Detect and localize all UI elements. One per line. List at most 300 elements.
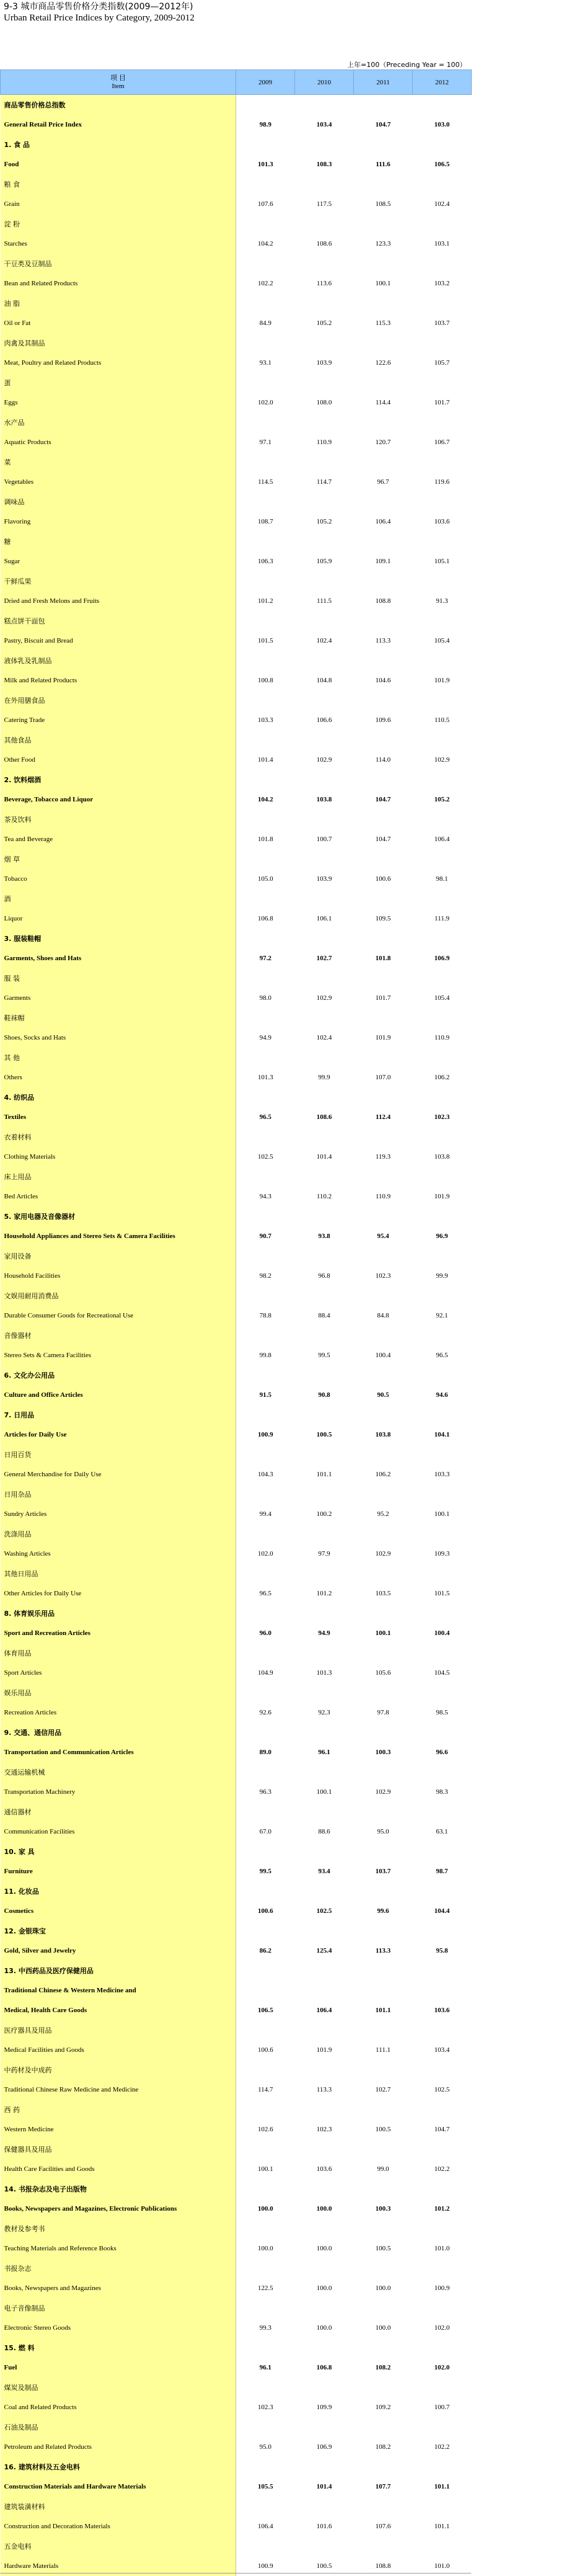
table-row [1, 1306, 472, 1326]
table-row [1, 1723, 472, 1742]
index-value-cell: 96.3 [259, 1788, 271, 1796]
row-label: 通信器材 [1, 1802, 236, 1822]
index-value-cell: 103.0 [434, 120, 450, 128]
index-value-cell: 88.6 [318, 1827, 330, 1835]
index-value-cell [354, 1484, 413, 1504]
table-row [1, 2477, 472, 2497]
index-value-cell: 93.4 [318, 1867, 330, 1875]
index-value-cell: 108.6 [316, 1113, 332, 1121]
row-label: 5. 家用电器及音像器材 [1, 1206, 236, 1226]
index-value-cell [354, 412, 413, 432]
index-value-cell [413, 2100, 472, 2119]
index-value-cell: 86.2 [259, 1946, 271, 1954]
index-value-cell: 92.6 [259, 1708, 271, 1716]
index-value-cell [295, 611, 354, 631]
index-value-cell: 99.8 [259, 1351, 271, 1359]
row-label: Flavoring [1, 512, 236, 532]
index-value-cell: 98.5 [436, 1708, 448, 1716]
index-value-cell: 108.2 [375, 2443, 391, 2451]
index-value-cell [413, 1048, 472, 1067]
table-row [1, 1683, 472, 1703]
index-value-cell [413, 333, 472, 353]
table-row [1, 2437, 472, 2457]
index-value-cell: 100.0 [375, 2324, 391, 2332]
index-value-cell: 113.6 [316, 279, 332, 287]
index-value-cell [236, 1326, 295, 1345]
index-value-cell: 111.9 [435, 914, 449, 922]
index-value-cell [295, 174, 354, 194]
row-label: 建筑装潢材料 [1, 2497, 236, 2516]
index-value-cell: 98.7 [436, 1867, 448, 1875]
index-value-cell: 108.6 [316, 239, 332, 247]
row-label: 15. 燃 料 [1, 2338, 236, 2358]
row-label: 交通运输机械 [1, 1762, 236, 1782]
row-label: Textiles [1, 1107, 236, 1127]
index-value-cell [413, 2536, 472, 2556]
table-row [1, 671, 472, 690]
index-value-cell: 107.0 [375, 1073, 391, 1081]
table-row [1, 1802, 472, 1822]
table-row [1, 2060, 472, 2080]
index-value-cell [295, 2020, 354, 2040]
index-value-cell [236, 690, 295, 710]
index-value-cell [413, 770, 472, 790]
unit-note: 上年=100（Preceding Year = 100） [347, 61, 467, 69]
table-row [1, 1464, 472, 1484]
table-row [1, 1365, 472, 1385]
table-row [1, 690, 472, 710]
item-header-en: Item [112, 82, 125, 90]
index-value-cell: 100.1 [434, 1510, 450, 1518]
index-value-cell [413, 1326, 472, 1345]
index-value-cell [295, 1603, 354, 1623]
row-label: 调味品 [1, 492, 236, 512]
index-value-cell [295, 1564, 354, 1584]
row-label: Catering Trade [1, 710, 236, 730]
row-label: Beverage, Tobacco and Liquor [1, 790, 236, 809]
row-label: 蛋 [1, 373, 236, 393]
row-label: Construction and Decoration Materials [1, 2516, 236, 2536]
row-label: Medical Facilities and Goods [1, 2040, 236, 2060]
index-value-cell [295, 2258, 354, 2278]
row-label: 油 脂 [1, 293, 236, 313]
table-row [1, 412, 472, 432]
index-value-cell: 105.5 [257, 2482, 273, 2490]
index-value-cell [354, 452, 413, 472]
index-value-cell: 113.3 [375, 1946, 391, 1954]
index-value-cell: 101.6 [316, 2522, 332, 2530]
index-value-cell [236, 333, 295, 353]
table-row [1, 889, 472, 909]
index-value-cell [236, 1524, 295, 1544]
index-value-cell [354, 174, 413, 194]
table-row [1, 869, 472, 889]
row-label: 保健器具及用品 [1, 2139, 236, 2159]
row-label: Sport and Recreation Articles [1, 1623, 236, 1643]
index-value-cell: 98.3 [436, 1788, 448, 1796]
index-value-cell [295, 1365, 354, 1385]
index-value-cell [413, 1286, 472, 1306]
table-row [1, 194, 472, 214]
index-value-cell: 100.0 [316, 2244, 332, 2252]
index-value-cell [413, 532, 472, 551]
index-value-cell [236, 1881, 295, 1901]
index-value-cell: 101.2 [316, 1589, 332, 1597]
index-value-cell [295, 1048, 354, 1067]
row-label: Vegetables [1, 472, 236, 492]
row-label: General Retail Price Index [1, 115, 236, 135]
index-value-cell [354, 1445, 413, 1464]
index-value-cell: 96.0 [259, 1629, 271, 1637]
index-value-cell [354, 2338, 413, 2358]
index-value-cell: 109.6 [375, 716, 391, 724]
index-value-cell: 100.4 [375, 1351, 391, 1359]
index-value-cell [295, 452, 354, 472]
index-value-cell [413, 2179, 472, 2199]
index-value-cell: 100.8 [257, 676, 273, 684]
index-value-cell: 108.7 [257, 517, 273, 525]
item-column-header [1, 70, 236, 95]
index-value-cell [354, 651, 413, 671]
index-value-cell: 111.1 [376, 2046, 391, 2054]
table-row [1, 1842, 472, 1861]
index-value-cell: 104.9 [257, 1669, 273, 1677]
table-row [1, 1425, 472, 1445]
table-row [1, 2080, 472, 2100]
year-header-2012: 2012 [413, 70, 472, 95]
index-value-cell: 103.6 [316, 2165, 332, 2173]
index-value-cell [413, 611, 472, 631]
row-label: Construction Materials and Hardware Materials [1, 2477, 236, 2497]
index-value-cell [354, 770, 413, 790]
index-value-cell: 101.9 [434, 676, 450, 684]
table-row [1, 2179, 472, 2199]
row-label: 茶及饮料 [1, 809, 236, 829]
index-value-cell: 102.9 [375, 1788, 391, 1796]
index-value-cell: 101.1 [434, 2482, 450, 2490]
index-value-cell [413, 1246, 472, 1266]
index-value-cell: 101.2 [257, 597, 273, 605]
index-value-cell [413, 1564, 472, 1584]
index-value-cell: 101.1 [434, 2522, 450, 2530]
index-value-cell: 104.7 [434, 2125, 450, 2133]
index-value-cell: 97.2 [259, 954, 271, 962]
index-value-cell [354, 2020, 413, 2040]
index-value-cell [295, 2219, 354, 2239]
row-label: 医疗器具及用品 [1, 2020, 236, 2040]
index-value-cell: 100.1 [257, 2165, 273, 2173]
row-label: Household Facilities [1, 1266, 236, 1286]
index-value-cell [413, 2258, 472, 2278]
table-row [1, 1703, 472, 1723]
index-value-cell [354, 1167, 413, 1187]
index-value-cell [354, 1087, 413, 1107]
index-value-cell [413, 1127, 472, 1147]
index-value-cell: 100.2 [316, 1510, 332, 1518]
row-label: 7. 日用品 [1, 1405, 236, 1425]
index-value-cell: 99.3 [259, 2324, 271, 2332]
index-value-cell: 99.0 [377, 2165, 389, 2173]
index-value-cell [236, 1286, 295, 1306]
table-row [1, 770, 472, 790]
index-value-cell: 107.6 [375, 2522, 391, 2530]
table-row [1, 750, 472, 770]
index-value-cell: 106.4 [257, 2522, 273, 2530]
index-value-cell [413, 651, 472, 671]
index-value-cell [236, 2298, 295, 2318]
row-label: 日用百货 [1, 1445, 236, 1464]
row-label: 家用设备 [1, 1246, 236, 1266]
index-value-cell: 117.5 [316, 200, 332, 208]
index-value-cell [354, 1643, 413, 1663]
index-value-cell [354, 1762, 413, 1782]
index-value-cell: 123.3 [375, 239, 391, 247]
index-value-cell: 103.4 [434, 2046, 450, 2054]
index-value-cell [236, 2417, 295, 2437]
index-value-cell [236, 770, 295, 790]
table-row [1, 1385, 472, 1405]
index-value-cell: 100.4 [434, 1629, 450, 1637]
index-value-cell [295, 1802, 354, 1822]
index-value-cell: 102.0 [257, 1549, 273, 1558]
table-row [1, 274, 472, 293]
index-value-cell: 104.5 [434, 1669, 450, 1677]
table-row [1, 1187, 472, 1206]
index-value-cell: 104.3 [257, 1470, 273, 1478]
index-value-cell [236, 1921, 295, 1941]
index-value-cell [295, 2298, 354, 2318]
index-value-cell [236, 214, 295, 234]
index-value-cell [236, 293, 295, 313]
index-value-cell [354, 492, 413, 512]
year-header-2011: 2011 [354, 70, 413, 95]
row-label: 煤炭及制品 [1, 2378, 236, 2397]
index-value-cell [236, 492, 295, 512]
table-row [1, 2338, 472, 2358]
index-value-cell: 103.8 [375, 1430, 391, 1438]
table-row [1, 393, 472, 412]
row-label: Health Care Facilities and Goods [1, 2159, 236, 2179]
row-label: Meat, Poultry and Related Products [1, 353, 236, 373]
row-label: 菜 [1, 452, 236, 472]
table-row [1, 214, 472, 234]
index-value-cell: 103.7 [375, 1867, 391, 1875]
index-value-cell [295, 2497, 354, 2516]
row-label: 淀 粉 [1, 214, 236, 234]
index-value-cell: 95.2 [377, 1510, 389, 1518]
index-value-cell [413, 1762, 472, 1782]
index-value-cell: 114.0 [375, 755, 391, 764]
index-value-cell [354, 849, 413, 869]
index-value-cell [295, 254, 354, 274]
index-value-cell: 113.3 [375, 636, 391, 644]
row-label: Eggs [1, 393, 236, 412]
index-value-cell: 104.2 [257, 239, 273, 247]
index-value-cell: 99.9 [436, 1272, 448, 1280]
table-row [1, 1345, 472, 1365]
index-value-cell [413, 2497, 472, 2516]
index-value-cell [354, 2457, 413, 2477]
index-value-cell: 108.2 [375, 2363, 391, 2371]
index-value-cell [295, 333, 354, 353]
index-value-cell [295, 214, 354, 234]
index-value-cell [354, 2378, 413, 2397]
table-row [1, 1405, 472, 1425]
index-value-cell [236, 651, 295, 671]
row-label: 西 药 [1, 2100, 236, 2119]
index-value-cell [236, 452, 295, 472]
index-value-cell: 96.8 [318, 1272, 330, 1280]
index-value-cell [413, 1981, 472, 2000]
row-label: 衣着材料 [1, 1127, 236, 1147]
index-value-cell [413, 1206, 472, 1226]
index-value-cell: 102.0 [257, 398, 273, 406]
row-label: Sugar [1, 551, 236, 571]
index-value-cell [354, 95, 413, 115]
table-row [1, 293, 472, 313]
table-row [1, 1167, 472, 1187]
row-label: Grain [1, 194, 236, 214]
table-row [1, 95, 472, 115]
index-value-cell [295, 968, 354, 988]
table-row [1, 948, 472, 968]
index-value-cell [413, 1365, 472, 1385]
table-row [1, 809, 472, 829]
index-value-cell [354, 2179, 413, 2199]
index-value-cell: 105.7 [434, 359, 450, 367]
table-row [1, 1861, 472, 1881]
index-value-cell [354, 1683, 413, 1703]
row-label: 商品零售价格总指数 [1, 95, 236, 115]
table-row [1, 2000, 472, 2020]
index-value-cell [236, 2378, 295, 2397]
index-value-cell [236, 1762, 295, 1782]
index-value-cell [236, 1961, 295, 1981]
index-value-cell [236, 1981, 295, 2000]
table-row [1, 452, 472, 472]
index-value-cell [354, 2417, 413, 2437]
index-value-cell: 106.9 [434, 954, 450, 962]
table-row [1, 1067, 472, 1087]
row-label: Culture and Office Articles [1, 1385, 236, 1405]
index-value-cell [295, 1127, 354, 1147]
index-value-cell [413, 174, 472, 194]
index-value-cell: 99.5 [259, 1867, 271, 1875]
index-value-cell [413, 968, 472, 988]
row-label: 干豆类及豆制品 [1, 254, 236, 274]
index-value-cell: 106.3 [257, 557, 273, 565]
index-value-cell [354, 1802, 413, 1822]
index-value-cell: 103.9 [316, 359, 332, 367]
index-value-cell [354, 2060, 413, 2080]
row-label: 6. 文化办公用品 [1, 1365, 236, 1385]
index-value-cell: 100.3 [375, 1748, 391, 1756]
row-label: Washing Articles [1, 1544, 236, 1564]
index-value-cell [354, 1405, 413, 1425]
row-label: 日用杂品 [1, 1484, 236, 1504]
index-value-cell [236, 2497, 295, 2516]
index-value-cell: 99.4 [259, 1510, 271, 1518]
index-value-cell: 100.9 [434, 2284, 450, 2292]
index-value-cell [295, 1087, 354, 1107]
index-value-cell [236, 2139, 295, 2159]
index-value-cell [354, 690, 413, 710]
row-label: Others [1, 1067, 236, 1087]
row-label: Coal and Related Products [1, 2397, 236, 2417]
index-value-cell [295, 1921, 354, 1941]
table-row [1, 135, 472, 154]
index-value-cell [413, 214, 472, 234]
row-label: Aquatic Products [1, 432, 236, 452]
index-value-cell: 101.2 [434, 2204, 450, 2213]
table-row [1, 2219, 472, 2239]
row-label: Fuel [1, 2358, 236, 2378]
index-value-cell [354, 2536, 413, 2556]
index-value-cell: 105.2 [316, 319, 332, 327]
table-row [1, 988, 472, 1008]
index-value-cell: 110.9 [316, 438, 332, 446]
index-value-cell [295, 770, 354, 790]
index-value-cell [413, 2219, 472, 2239]
index-value-cell [236, 1723, 295, 1742]
table-row [1, 1147, 472, 1167]
table-row [1, 2318, 472, 2338]
page-subtitle: Urban Retail Price Indices by Category, 2009-2012 [4, 13, 195, 23]
index-value-cell: 105.4 [434, 994, 450, 1002]
table-row [1, 1663, 472, 1683]
index-value-cell [236, 373, 295, 393]
index-value-cell [413, 293, 472, 313]
row-label: 14. 书报杂志及电子出版物 [1, 2179, 236, 2199]
row-label: Traditional Chinese Raw Medicine and Medicine [1, 2080, 236, 2100]
index-value-cell [295, 2139, 354, 2159]
index-value-cell: 63.1 [436, 1827, 448, 1835]
table-row [1, 1881, 472, 1901]
index-value-cell: 108.8 [375, 2562, 391, 2570]
index-value-cell [295, 2100, 354, 2119]
index-value-cell [295, 2417, 354, 2437]
index-value-cell: 115.3 [375, 319, 391, 327]
index-value-cell: 104.2 [257, 795, 273, 803]
table-row [1, 1286, 472, 1306]
row-label: 其 他 [1, 1048, 236, 1067]
index-value-cell: 122.5 [257, 2284, 273, 2292]
index-value-cell [295, 1762, 354, 1782]
index-value-cell: 100.0 [316, 2284, 332, 2292]
index-value-cell: 112.4 [375, 1113, 391, 1121]
table-row [1, 2457, 472, 2477]
table-row [1, 492, 472, 512]
index-value-cell [413, 2417, 472, 2437]
index-value-cell [295, 2457, 354, 2477]
index-value-cell [413, 1167, 472, 1187]
table-row [1, 1564, 472, 1584]
index-value-cell [236, 1008, 295, 1028]
index-value-cell [413, 1683, 472, 1703]
index-value-cell: 108.5 [375, 200, 391, 208]
table-row [1, 1326, 472, 1345]
row-label: Dried and Fresh Melons and Fruits [1, 591, 236, 611]
index-value-cell: 106.1 [316, 914, 332, 922]
year-header-2009: 2009 [236, 70, 295, 95]
index-value-cell [295, 1524, 354, 1544]
index-value-cell: 102.3 [257, 2403, 273, 2411]
index-value-cell [413, 1484, 472, 1504]
index-value-cell: 103.8 [434, 1152, 450, 1161]
index-value-cell: 101.7 [434, 398, 450, 406]
index-value-cell [295, 492, 354, 512]
index-value-cell [413, 1881, 472, 1901]
